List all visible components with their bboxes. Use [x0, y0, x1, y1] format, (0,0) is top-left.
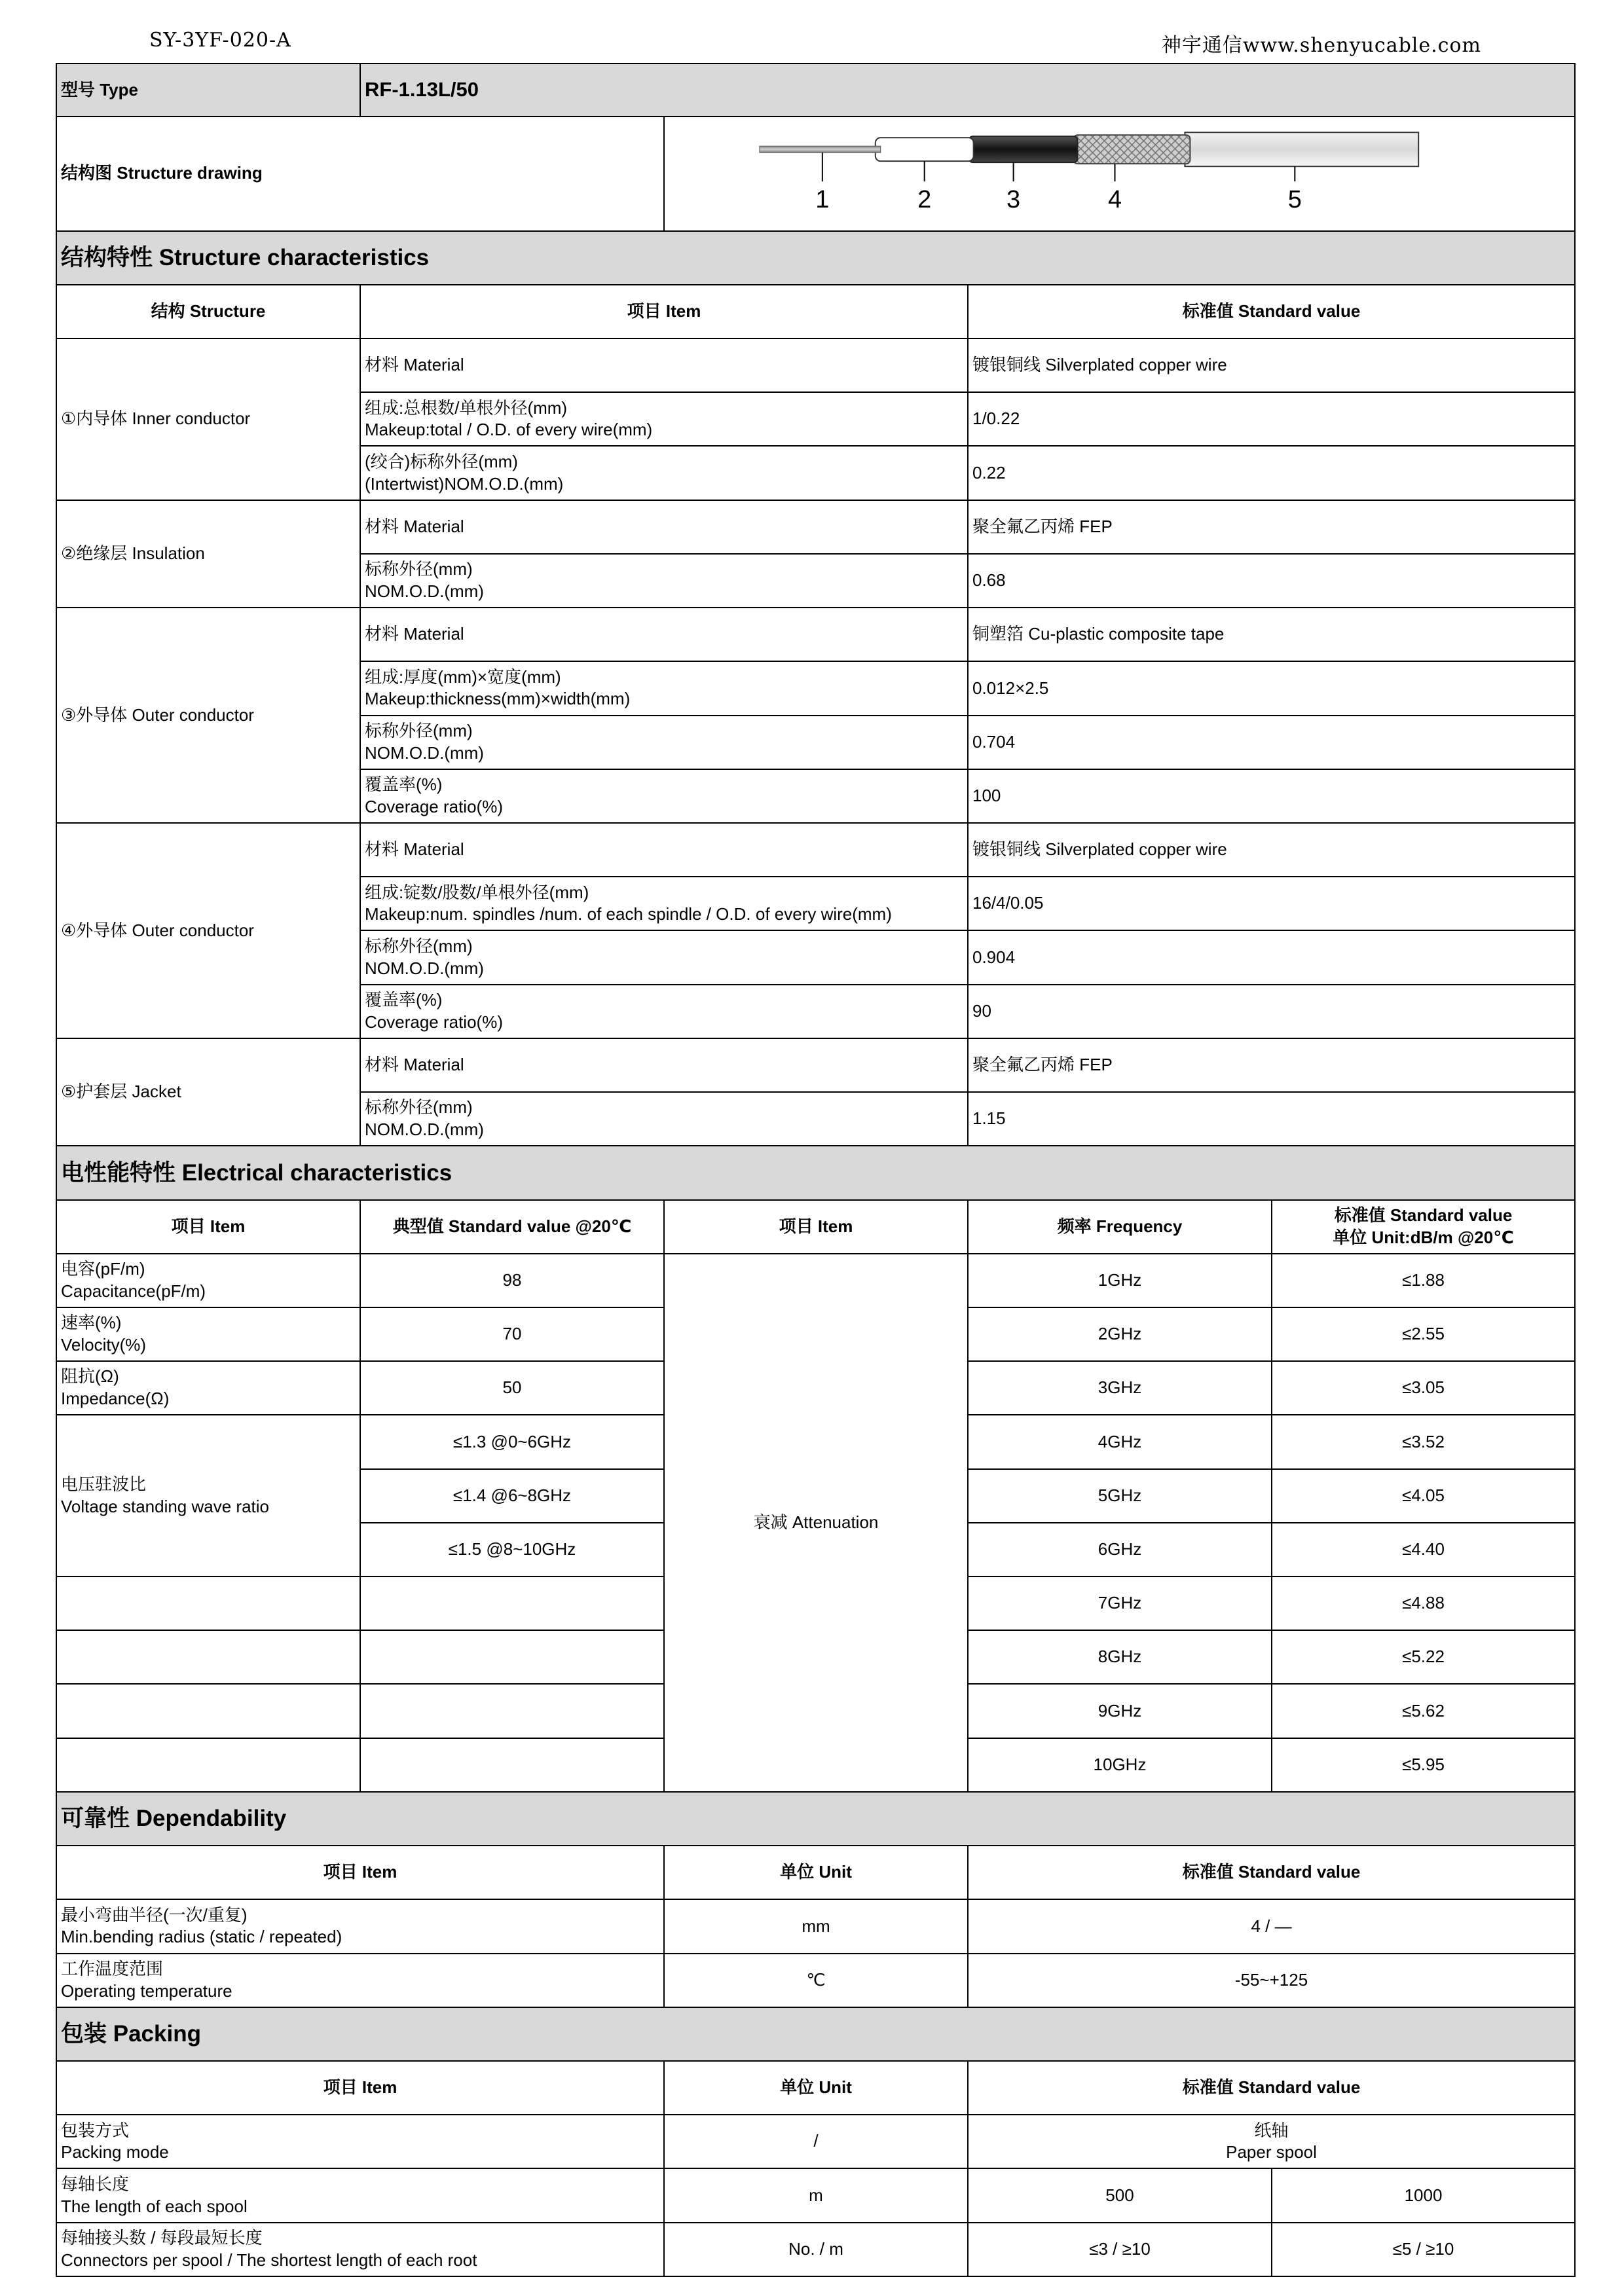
callout-5: 5	[1287, 186, 1302, 214]
packing-header-item: 项目 Item	[56, 2061, 664, 2115]
connectors-value: ≤3 / ≥10	[968, 2223, 1272, 2276]
structure-group-name: ⑤护套层 Jacket	[56, 1038, 360, 1146]
structure-value: 100	[968, 769, 1575, 823]
structure-item: (绞合)标称外径(mm) (Intertwist)NOM.O.D.(mm)	[360, 446, 968, 500]
dependability-value: -55~+125	[968, 1954, 1575, 2007]
braid-layer	[1074, 135, 1190, 164]
electrical-property-label: 阻抗(Ω) Impedance(Ω)	[56, 1361, 360, 1415]
packing-mode-unit: /	[664, 2115, 968, 2168]
structure-value: 0.904	[968, 930, 1575, 984]
connectors-item: 每轴接头数 / 每段最短长度 Connectors per spool / The shortest length of each root	[56, 2223, 664, 2276]
attenuation-value: ≤3.52	[1272, 1415, 1575, 1468]
type-label: 型号 Type	[56, 64, 360, 117]
attenuation-value: ≤5.62	[1272, 1684, 1575, 1738]
electrical-property-label: 速率(%) Velocity(%)	[56, 1307, 360, 1361]
vswr-label: 电压驻波比 Voltage standing wave ratio	[56, 1415, 360, 1576]
empty-cell	[360, 1738, 664, 1792]
attenuation-value: ≤3.05	[1272, 1361, 1575, 1415]
section-structure-title: 结构特性 Structure characteristics	[56, 231, 1575, 285]
structure-item: 材料 Material	[360, 608, 968, 661]
electrical-header-item: 项目 Item	[56, 1200, 360, 1254]
specification-table	[56, 63, 1576, 2277]
structure-value: 聚全氟乙丙烯 FEP	[968, 1038, 1575, 1092]
structure-value: 铜塑箔 Cu-plastic composite tape	[968, 608, 1575, 661]
vswr-value: ≤1.5 @8~10GHz	[360, 1523, 664, 1576]
spool-length-unit: m	[664, 2168, 968, 2222]
structure-item: 标称外径(mm) NOM.O.D.(mm)	[360, 930, 968, 984]
structure-group-name: ①内导体 Inner conductor	[56, 338, 360, 500]
company-website: 神宇通信www.shenyucable.com	[1161, 34, 1481, 57]
packing-header-value: 标准值 Standard value	[968, 2061, 1575, 2115]
attenuation-value: ≤4.05	[1272, 1469, 1575, 1523]
structure-item: 覆盖率(%) Coverage ratio(%)	[360, 769, 968, 823]
dependability-header-unit: 单位 Unit	[664, 1846, 968, 1899]
type-value: RF-1.13L/50	[360, 64, 1575, 117]
section-dependability-title: 可靠性 Dependability	[56, 1792, 1575, 1846]
attenuation-frequency: 1GHz	[968, 1254, 1272, 1307]
structure-item: 材料 Material	[360, 1038, 968, 1092]
document-code: SY-3YF-020-A	[149, 29, 291, 52]
tape-layer	[969, 136, 1078, 162]
attenuation-frequency: 2GHz	[968, 1307, 1272, 1361]
structure-item: 标称外径(mm) NOM.O.D.(mm)	[360, 1092, 968, 1146]
spool-length-value: 500	[968, 2168, 1272, 2222]
electrical-property-value: 70	[360, 1307, 664, 1361]
attenuation-frequency: 3GHz	[968, 1361, 1272, 1415]
structure-drawing	[664, 117, 1575, 230]
structure-header-structure: 结构 Structure	[56, 285, 360, 338]
dependability-unit: mm	[664, 1899, 968, 1953]
structure-value: 1/0.22	[968, 392, 1575, 446]
structure-value: 90	[968, 985, 1575, 1038]
structure-value: 1.15	[968, 1092, 1575, 1146]
spool-length-item: 每轴长度 The length of each spool	[56, 2168, 664, 2222]
structure-item: 组成:锭数/股数/单根外径(mm) Makeup:num. spindles /num. of each spindle / O.D. of every wire(mm)	[360, 877, 968, 930]
dependability-value: 4 / —	[968, 1899, 1575, 1953]
attenuation-frequency: 9GHz	[968, 1684, 1272, 1738]
empty-cell	[360, 1684, 664, 1738]
structure-header-item: 项目 Item	[360, 285, 968, 338]
callout-1: 1	[815, 186, 830, 214]
attenuation-frequency: 8GHz	[968, 1630, 1272, 1684]
callout-3: 3	[1006, 186, 1021, 214]
dependability-header-item: 项目 Item	[56, 1846, 664, 1899]
attenuation-label: 衰减 Attenuation	[664, 1254, 968, 1792]
vswr-value: ≤1.4 @6~8GHz	[360, 1469, 664, 1523]
jacket-layer	[1185, 132, 1418, 166]
electrical-header-standard: 标准值 Standard value 单位 Unit:dB/m @20℃	[1272, 1200, 1575, 1254]
structure-value: 镀银铜线 Silverplated copper wire	[968, 338, 1575, 392]
dependability-item: 工作温度范围 Operating temperature	[56, 1954, 664, 2007]
structure-drawing-label: 结构图 Structure drawing	[56, 117, 664, 230]
spool-length-value: 1000	[1272, 2168, 1575, 2222]
dependability-header-value: 标准值 Standard value	[968, 1846, 1575, 1899]
electrical-property-value: 50	[360, 1361, 664, 1415]
attenuation-value: ≤2.55	[1272, 1307, 1575, 1361]
attenuation-frequency: 6GHz	[968, 1523, 1272, 1576]
structure-value: 0.68	[968, 554, 1575, 608]
structure-item: 材料 Material	[360, 338, 968, 392]
electrical-property-label: 电容(pF/m) Capacitance(pF/m)	[56, 1254, 360, 1307]
packing-header-unit: 单位 Unit	[664, 2061, 968, 2115]
structure-item: 组成:总根数/单根外径(mm) Makeup:total / O.D. of every wire(mm)	[360, 392, 968, 446]
structure-item: 材料 Material	[360, 823, 968, 877]
structure-value: 镀银铜线 Silverplated copper wire	[968, 823, 1575, 877]
attenuation-frequency: 7GHz	[968, 1576, 1272, 1630]
empty-cell	[360, 1630, 664, 1684]
packing-mode-value: 纸轴 Paper spool	[968, 2115, 1575, 2168]
empty-cell	[56, 1684, 360, 1738]
structure-item: 标称外径(mm) NOM.O.D.(mm)	[360, 554, 968, 608]
empty-cell	[56, 1576, 360, 1630]
structure-value: 0.22	[968, 446, 1575, 500]
section-packing-title: 包装 Packing	[56, 2007, 1575, 2061]
attenuation-frequency: 10GHz	[968, 1738, 1272, 1792]
cable-structure-image	[665, 117, 1574, 230]
structure-item: 组成:厚度(mm)×宽度(mm) Makeup:thickness(mm)×width(mm)	[360, 661, 968, 715]
structure-value: 0.012×2.5	[968, 661, 1575, 715]
insulation-layer	[876, 137, 974, 161]
dependability-unit: ℃	[664, 1954, 968, 2007]
attenuation-value: ≤4.40	[1272, 1523, 1575, 1576]
attenuation-value: ≤5.22	[1272, 1630, 1575, 1684]
structure-group-name: ③外导体 Outer conductor	[56, 608, 360, 823]
structure-item: 材料 Material	[360, 500, 968, 554]
empty-cell	[56, 1630, 360, 1684]
structure-value: 聚全氟乙丙烯 FEP	[968, 500, 1575, 554]
empty-cell	[360, 1576, 664, 1630]
structure-header-value: 标准值 Standard value	[968, 285, 1575, 338]
connectors-value: ≤5 / ≥10	[1272, 2223, 1575, 2276]
attenuation-frequency: 5GHz	[968, 1469, 1272, 1523]
inner-conductor	[760, 146, 881, 153]
callout-4: 4	[1107, 186, 1122, 214]
electrical-property-value: 98	[360, 1254, 664, 1307]
structure-group-name: ④外导体 Outer conductor	[56, 823, 360, 1038]
electrical-header-item-2: 项目 Item	[664, 1200, 968, 1254]
structure-item: 标称外径(mm) NOM.O.D.(mm)	[360, 716, 968, 769]
connectors-unit: No. / m	[664, 2223, 968, 2276]
structure-item: 覆盖率(%) Coverage ratio(%)	[360, 985, 968, 1038]
dependability-item: 最小弯曲半径(一次/重复) Min.bending radius (static / repeated)	[56, 1899, 664, 1953]
electrical-header-frequency: 频率 Frequency	[968, 1200, 1272, 1254]
callout-2: 2	[917, 186, 932, 214]
vswr-value: ≤1.3 @0~6GHz	[360, 1415, 664, 1468]
electrical-header-typical: 典型值 Standard value @20℃	[360, 1200, 664, 1254]
structure-value: 16/4/0.05	[968, 877, 1575, 930]
packing-mode-item: 包装方式 Packing mode	[56, 2115, 664, 2168]
section-electrical-title: 电性能特性 Electrical characteristics	[56, 1146, 1575, 1199]
structure-group-name: ②绝缘层 Insulation	[56, 500, 360, 608]
empty-cell	[56, 1738, 360, 1792]
attenuation-value: ≤4.88	[1272, 1576, 1575, 1630]
attenuation-value: ≤1.88	[1272, 1254, 1575, 1307]
structure-value: 0.704	[968, 716, 1575, 769]
attenuation-frequency: 4GHz	[968, 1415, 1272, 1468]
attenuation-value: ≤5.95	[1272, 1738, 1575, 1792]
